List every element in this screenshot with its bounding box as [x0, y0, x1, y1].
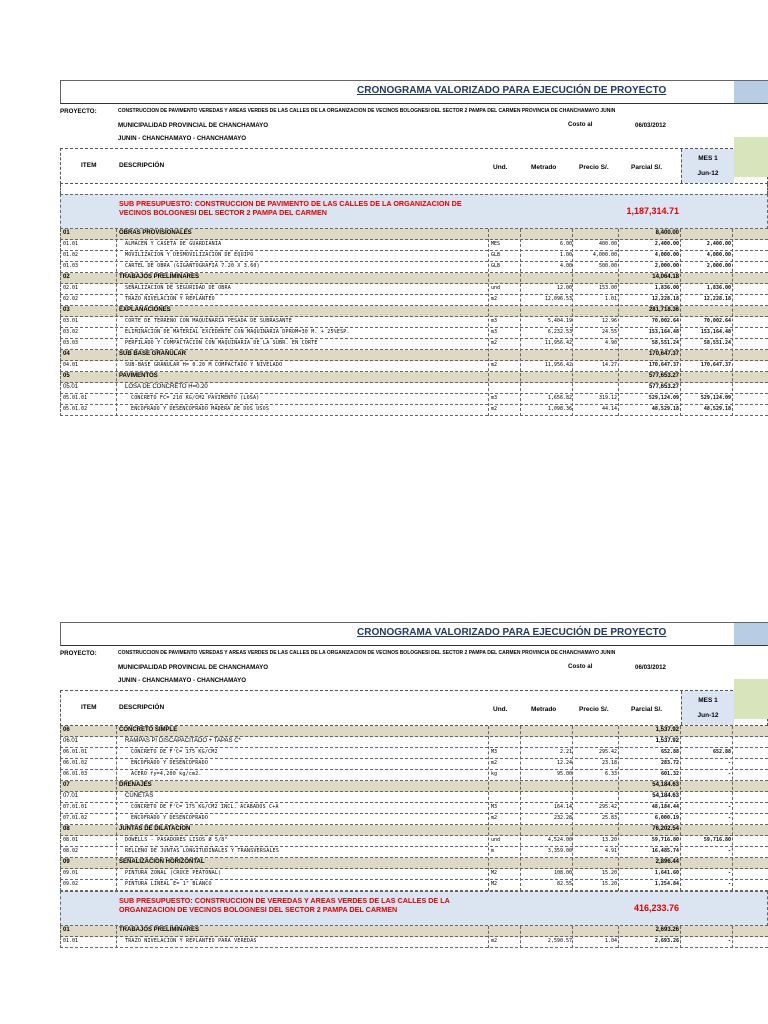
item-cell: 09.02	[63, 881, 79, 887]
table-header	[60, 148, 768, 184]
parcial-cell: 577,653.27	[648, 373, 679, 379]
table-row	[60, 262, 768, 273]
item-cell: 03.02	[63, 329, 79, 335]
column-divider	[680, 229, 681, 416]
mes-cell: -	[727, 771, 731, 777]
item-cell: 01.02	[63, 252, 79, 258]
item-cell: 06	[63, 727, 70, 733]
unit-cell: m2	[491, 760, 498, 766]
table-row	[60, 937, 768, 948]
description-cell: CARTEL DE OBRA (GIGANTOGRAFIA 7.20 X 3.60)	[125, 263, 260, 269]
subpresupuesto-total: 1,187,314.71	[626, 206, 679, 216]
parcial-cell: 529,124.09	[648, 395, 679, 401]
description-cell: PAVIMENTOS	[119, 373, 158, 379]
header-mes-label: MES 1	[698, 697, 718, 704]
header-parcial: Parcial S/.	[631, 164, 663, 171]
item-cell: 03	[63, 307, 70, 313]
column-divider	[488, 726, 489, 891]
category-row	[60, 273, 768, 284]
schedule-sheet-1	[60, 80, 768, 416]
municipalidad: MUNICIPALIDAD PROVINCIAL DE CHANCHAMAYO	[118, 664, 269, 671]
municipalidad: MUNICIPALIDAD PROVINCIAL DE CHANCHAMAYO	[118, 122, 269, 129]
precio-cell: 4.90	[604, 340, 617, 346]
description-cell: SUB-BASE GRANULAR H= 0.20 M COMPACTADO Y NIVELADO	[125, 362, 283, 368]
metrado-cell: 2.21	[559, 749, 572, 755]
parcial-cell: 2,693.26	[655, 927, 679, 933]
mes-cell: -	[727, 760, 731, 766]
description-cell: PINTURA ZONAL (CRUCE PEATONAL)	[125, 870, 222, 876]
unit-cell: kg	[491, 771, 498, 777]
parcial-cell: 283.72	[660, 760, 679, 766]
subpresupuesto-desc: SUB PRESUPUESTO: CONSTRUCCION DE VEREDAS Y AREAS VERDES DE LAS CALLES DE LA ORGANIZACION DE VECINOS BOLOGNESI DEL SECTOR 2 PAMPA DEL CARMEN	[119, 896, 450, 914]
column-divider	[618, 926, 619, 948]
metrado-cell: 11,956.42	[544, 340, 572, 346]
metrado-cell: 4.00	[559, 263, 572, 269]
parcial-cell: 54,184.63	[652, 793, 679, 799]
item-cell: 01	[63, 927, 70, 933]
parcial-cell: 1,537.92	[655, 727, 679, 733]
parcial-cell: 1,254.84	[654, 881, 679, 887]
subpresupuesto-desc: SUB PRESUPUESTO: CONSTRUCCION DE PAVIMENTO DE LAS CALLES DE LA ORGANIZACION DE VECINOS BOLOGNESI DEL SECTOR 2 PAMPA DEL CARMEN	[119, 199, 462, 217]
precio-cell: 4,000.00	[592, 252, 617, 258]
metrado-cell: 11,956.42	[544, 362, 572, 368]
costo-fecha: 06/03/2012	[635, 664, 666, 671]
column-divider	[520, 229, 521, 416]
column-divider	[618, 229, 619, 416]
precio-cell: 1.04	[604, 938, 617, 944]
header-und: Und.	[493, 164, 508, 171]
unit-cell: m2	[491, 362, 498, 368]
column-divider	[488, 926, 489, 948]
mes-cell: 58,551.24	[703, 340, 731, 346]
column-divider	[520, 726, 521, 891]
mes-cell: -	[727, 938, 731, 944]
unit-cell: m2	[491, 296, 498, 302]
description-cell: DOWELLS - PASADORES LISOS Ø 5/8"	[125, 837, 228, 843]
mes-cell: 153,164.48	[700, 329, 731, 335]
header-descripcion: DESCRIPCIÓN	[119, 162, 165, 169]
parcial-cell: 652.88	[660, 749, 679, 755]
parcial-cell: 58,551.24	[651, 340, 679, 346]
table-row	[60, 284, 768, 295]
item-cell: 02.02	[63, 296, 79, 302]
metrado-cell: 6.00	[559, 241, 572, 247]
table-row	[60, 880, 768, 891]
parcial-cell: 48,529.18	[651, 406, 679, 412]
description-cell: CUNETAS	[125, 793, 154, 799]
mes-cell: 70,002.64	[703, 318, 731, 324]
title-accent	[734, 81, 768, 103]
precio-cell: 295.42	[598, 749, 617, 755]
category-row	[60, 229, 768, 240]
table-row	[60, 394, 768, 405]
column-divider	[572, 726, 573, 891]
parcial-cell: 6,000.19	[654, 815, 679, 821]
precio-cell: 25.83	[601, 815, 617, 821]
description-cell: DRENAJES	[119, 782, 152, 788]
header-item: ITEM	[81, 704, 97, 711]
unit-cell: und	[491, 285, 501, 291]
table-row	[60, 847, 768, 858]
item-cell: 08	[63, 826, 70, 832]
table-row	[60, 836, 768, 847]
unit-cell: m2	[491, 340, 498, 346]
header-metrado: Metrado	[531, 706, 557, 713]
budget-rows	[60, 926, 768, 948]
column-divider	[680, 726, 681, 891]
table-row	[60, 770, 768, 781]
unit-cell: m3	[491, 395, 498, 401]
item-cell: 07.01.02	[63, 815, 88, 821]
mes-cell: -	[727, 815, 731, 821]
table-row	[60, 251, 768, 262]
item-cell: 06.01.03	[63, 771, 88, 777]
mes-cell: 652.88	[712, 749, 731, 755]
item-cell: 05	[63, 373, 70, 379]
item-cell: 05.01	[63, 384, 79, 390]
column-divider	[732, 926, 733, 948]
item-cell: 01	[63, 230, 70, 236]
table-row	[60, 339, 768, 350]
item-cell: 05.01.01	[63, 395, 88, 401]
precio-cell: 23.18	[601, 760, 617, 766]
unit-cell: und	[491, 837, 501, 843]
metrado-cell: 5,404.19	[547, 318, 572, 324]
description-cell: ELIMINACION DE MATERIAL EXCEDENTE CON MAQUINARIA DPROM=30 M. + 25%ESP.	[125, 329, 350, 335]
description-cell: SUB BASE GRANULAR	[119, 351, 187, 357]
item-cell: 06.01.01	[63, 749, 88, 755]
parcial-cell: 54,184.63	[652, 782, 679, 788]
header-mes	[681, 691, 734, 725]
item-cell: 02	[63, 274, 70, 280]
header-precio: Precio S/.	[579, 164, 609, 171]
category-row	[60, 926, 768, 937]
item-cell: 02.01	[63, 285, 79, 291]
parcial-cell: 14,064.18	[652, 274, 679, 280]
parcial-cell: 170,647.37	[648, 351, 679, 357]
parcial-cell: 8,400.00	[655, 230, 679, 236]
mes-cell: 4,000.00	[706, 252, 731, 258]
parcial-cell: 577,653.27	[648, 384, 679, 390]
subpresupuesto-row	[60, 891, 768, 926]
costo-fecha: 06/03/2012	[635, 122, 666, 129]
column-divider	[488, 229, 489, 416]
schedule-sheet-2	[60, 622, 768, 948]
precio-cell: 44.14	[601, 406, 617, 412]
parcial-cell: 70,002.64	[651, 318, 679, 324]
description-cell: JUNTAS DE DILATACION	[119, 826, 191, 832]
table-row	[60, 295, 768, 306]
column-divider	[680, 926, 681, 948]
description-cell: ENCOFRADO Y DESENCOFRADO	[131, 815, 209, 821]
table-row	[60, 405, 768, 416]
precio-cell: 13.20	[601, 837, 617, 843]
unit-cell: M2	[491, 881, 498, 887]
item-cell: 01.01	[63, 938, 79, 944]
project-info	[60, 104, 768, 148]
header-descripcion: DESCRIPCIÓN	[119, 704, 165, 711]
category-row	[60, 858, 768, 869]
parcial-cell: 2,400.00	[654, 241, 679, 247]
category-row	[60, 350, 768, 361]
precio-cell: 295.42	[598, 804, 617, 810]
description-cell: TRAZO NIVELACION Y REPLANTEO	[125, 296, 215, 302]
item-cell: 03.03	[63, 340, 79, 346]
description-cell: SEÑALIZACION DE SEGURIDAD DE OBRA	[125, 285, 231, 291]
title-bar	[60, 80, 768, 104]
costo-label: Costo al	[568, 663, 593, 670]
description-cell: ACERO fy=4,200 kg/cm2.	[131, 771, 202, 777]
metrado-cell: 164.14	[553, 804, 572, 810]
column-divider	[572, 926, 573, 948]
parcial-cell: 2,896.44	[655, 859, 679, 865]
column-divider	[116, 229, 117, 416]
category-row	[60, 306, 768, 317]
proyecto-label: PROYECTO:	[60, 650, 97, 657]
table-row	[60, 748, 768, 759]
description-cell: OBRAS PROVISIONALES	[119, 230, 192, 236]
proyecto-label: PROYECTO:	[60, 108, 97, 115]
column-divider	[732, 229, 733, 416]
parcial-cell: 4,000.00	[654, 252, 679, 258]
category-row	[60, 825, 768, 836]
metrado-cell: 12,096.53	[544, 296, 572, 302]
precio-cell: 4.91	[604, 848, 617, 854]
mes-cell: 2,400.00	[706, 241, 731, 247]
budget-rows	[60, 229, 768, 416]
table-row	[60, 869, 768, 880]
metrado-cell: 1.00	[559, 252, 572, 258]
unit-cell: M2	[491, 870, 498, 876]
item-cell: 06.01	[63, 738, 79, 744]
table-row	[60, 803, 768, 814]
parcial-cell: 59,716.80	[651, 837, 679, 843]
column-divider	[572, 229, 573, 416]
category-row	[60, 781, 768, 792]
item-cell: 08.02	[63, 848, 79, 854]
description-cell: TRAZO NIVELACION Y REPLANTEO PARA VEREDAS	[125, 938, 257, 944]
item-cell: 09	[63, 859, 70, 865]
header-metrado: Metrado	[531, 164, 557, 171]
description-cell: CORTE DE TERRENO CON MAQUINARIA PESADA DE SUBRASANTE	[125, 318, 292, 324]
precio-cell: 24.55	[601, 329, 617, 335]
unit-cell: M3	[491, 804, 498, 810]
description-cell: MOVILIZACION Y DESMOVILIZACION DE EQUIPO	[125, 252, 254, 258]
item-cell: 09.01	[63, 870, 79, 876]
description-cell: LOSA DE CONCRETO H=0.20	[125, 384, 208, 390]
parcial-cell: 601.32	[660, 771, 679, 777]
category-row	[60, 726, 768, 737]
unit-cell: m	[491, 848, 495, 854]
header-und: Und.	[493, 706, 508, 713]
parcial-cell: 1,537.92	[655, 738, 679, 744]
mes-cell: 48,529.18	[703, 406, 731, 412]
item-cell: 05.01.02	[63, 406, 88, 412]
item-cell: 04.01	[63, 362, 79, 368]
table-row	[60, 317, 768, 328]
proyecto-text: CONSTRUCCION DE PAVIMENTO VEREDAS Y AREAS VERDES DE LAS CALLES DE LA ORGANIZACION DE VECINOS BOLOGNESI DEL SECTOR 2 PAMPA DEL CARMEN PROVINCIA DE CHANCHAMAYO JUNIN	[118, 108, 616, 114]
description-cell: SEÑALIZACION HORIZONTAL	[119, 859, 205, 865]
parcial-cell: 16,485.74	[651, 848, 679, 854]
description-cell: TRABAJOS PRELIMINARES	[119, 274, 200, 280]
project-info	[60, 646, 768, 690]
description-cell: RAMPAS P/ DISCAPACITADO + TAPAS C*	[125, 738, 241, 744]
parcial-cell: 1,641.60	[654, 870, 679, 876]
unit-cell: MES	[491, 241, 501, 247]
table-row	[60, 240, 768, 251]
description-cell: EXPLANACIONES	[119, 307, 171, 313]
subpresupuesto-row	[60, 194, 768, 229]
description-cell: ENCOFRADO Y DESENCOFRADO MADERA DE DOS USOS	[131, 406, 270, 412]
table-row	[60, 328, 768, 339]
table-header	[60, 690, 768, 726]
unit-cell: GLB	[491, 252, 501, 258]
spacer	[60, 184, 768, 194]
header-mes	[681, 149, 734, 183]
mes-cell: -	[727, 881, 731, 887]
item-cell: 01.01	[63, 241, 79, 247]
description-cell: PERFILADO Y COMPACTACION CON MAQUINARIA DE LA SUBR. EN CORTE	[125, 340, 318, 346]
description-cell: TRABAJOS PRELIMINARES	[119, 927, 200, 933]
item-cell: 04	[63, 351, 70, 357]
table-row	[60, 361, 768, 372]
mes-cell: 1,836.00	[706, 285, 731, 291]
ubicacion: JUNIN - CHANCHAMAYO - CHANCHAMAYO	[118, 135, 247, 142]
column-divider	[618, 726, 619, 891]
metrado-cell: 82.55	[556, 881, 572, 887]
proyecto-text: CONSTRUCCION DE PAVIMENTO VEREDAS Y AREAS VERDES DE LAS CALLES DE LA ORGANIZACION DE VECINOS BOLOGNESI DEL SECTOR 2 PAMPA DEL CARMEN PROVINCIA DE CHANCHAMAYO JUNIN	[118, 650, 616, 656]
unit-cell: m2	[491, 815, 498, 821]
item-cell: 07.01.01	[63, 804, 88, 810]
description-cell: CONCRETO FC= 210 KG/CM2 PAVIMENTO (LOSA)	[131, 395, 260, 401]
item-cell: 07	[63, 782, 70, 788]
mes-cell: 170,647.37	[700, 362, 731, 368]
precio-cell: 500.00	[598, 263, 617, 269]
description-cell: ALMACEN Y CASETA DE GUARDIANIA	[125, 241, 222, 247]
precio-cell: 400.00	[598, 241, 617, 247]
budget-rows	[60, 726, 768, 891]
parcial-cell: 12,228.18	[651, 296, 679, 302]
header-mes-fecha: Jun-12	[697, 712, 719, 719]
unit-cell: m3	[491, 318, 498, 324]
precio-cell: 319.12	[598, 395, 617, 401]
precio-cell: 12.96	[601, 318, 617, 324]
title-bar	[60, 622, 768, 646]
table-row	[60, 814, 768, 825]
metrado-cell: 12.24	[556, 760, 572, 766]
header-item: ITEM	[81, 162, 97, 169]
description-cell: CONCRETO DE F'C= 175 KG/CM2	[131, 749, 218, 755]
item-cell: 01.03	[63, 263, 79, 269]
metrado-cell: 2,590.57	[547, 938, 572, 944]
precio-cell: 14.27	[601, 362, 617, 368]
column-divider	[732, 726, 733, 891]
table-row	[60, 737, 768, 748]
item-cell: 07.01	[63, 793, 79, 799]
category-row	[60, 372, 768, 383]
item-cell: 08.01	[63, 837, 79, 843]
parcial-cell: 170,647.37	[648, 362, 679, 368]
title-accent	[734, 623, 768, 645]
description-cell: ENCOFRADO Y DESENCOFRADO	[131, 760, 209, 766]
header-parcial: Parcial S/.	[631, 706, 663, 713]
parcial-cell: 153,164.48	[648, 329, 679, 335]
mes-cell: 12,228.18	[703, 296, 731, 302]
precio-cell: 15.20	[601, 881, 617, 887]
header-mes-fecha: Jun-12	[697, 170, 719, 177]
metrado-cell: 1,098.36	[547, 406, 572, 412]
header-side-accent	[734, 137, 768, 177]
ubicacion: JUNIN - CHANCHAMAYO - CHANCHAMAYO	[118, 677, 247, 684]
item-cell: 06.01.02	[63, 760, 88, 766]
column-divider	[116, 926, 117, 948]
metrado-cell: 12.00	[556, 285, 572, 291]
description-cell: RELLENO DE JUNTAS LONGITUDINALES Y TRANSVERSALES	[125, 848, 280, 854]
metrado-cell: 95.00	[556, 771, 572, 777]
parcial-cell: 76,202.54	[652, 826, 679, 832]
metrado-cell: 108.00	[553, 870, 572, 876]
table-row	[60, 383, 768, 394]
precio-cell: 153.00	[598, 285, 617, 291]
precio-cell: 15.20	[601, 870, 617, 876]
mes-cell: 2,000.00	[706, 263, 731, 269]
unit-cell: m3	[491, 329, 498, 335]
unit-cell: GLB	[491, 263, 501, 269]
header-side-accent	[734, 679, 768, 719]
parcial-cell: 2,000.00	[654, 263, 679, 269]
unit-cell: M3	[491, 749, 498, 755]
header-mes-label: MES 1	[698, 155, 718, 162]
metrado-cell: 6,232.53	[547, 329, 572, 335]
mes-cell: -	[727, 870, 731, 876]
metrado-cell: 4,524.00	[547, 837, 572, 843]
parcial-cell: 1,836.00	[654, 285, 679, 291]
description-cell: CONCRETO DE F'C= 175 KG/CM2 INCL. ACABADOS C+A	[131, 804, 279, 810]
table-row	[60, 759, 768, 770]
unit-cell: m2	[491, 406, 498, 412]
mes-cell: 59,716.80	[703, 837, 731, 843]
mes-cell: -	[727, 848, 731, 854]
parcial-cell: 281,718.36	[648, 307, 679, 313]
parcial-cell: 2,693.26	[654, 938, 679, 944]
precio-cell: 1.01	[604, 296, 617, 302]
metrado-cell: 3,359.00	[547, 848, 572, 854]
column-divider	[116, 726, 117, 891]
metrado-cell: 232.28	[553, 815, 572, 821]
mes-cell: -	[727, 804, 731, 810]
sheet-title: CRONOGRAMA VALORIZADO PARA EJECUCIÓN DE PROYECTO	[357, 85, 667, 96]
metrado-cell: 1,656.82	[547, 395, 572, 401]
table-row	[60, 792, 768, 803]
description-cell: PINTURA LINEAL E= 1" BLANCO	[125, 881, 212, 887]
parcial-cell: 48,184.44	[651, 804, 679, 810]
subpresupuesto-total: 416,233.76	[633, 903, 679, 913]
precio-cell: 6.33	[604, 771, 617, 777]
costo-label: Costo al	[568, 121, 593, 128]
mes-cell: 529,124.09	[700, 395, 731, 401]
item-cell: 03.01	[63, 318, 79, 324]
header-precio: Precio S/.	[579, 706, 609, 713]
description-cell: CONCRETO SIMPLE	[119, 727, 178, 733]
column-divider	[520, 926, 521, 948]
unit-cell: m2	[491, 938, 498, 944]
sheet-title: CRONOGRAMA VALORIZADO PARA EJECUCIÓN DE PROYECTO	[357, 627, 667, 638]
